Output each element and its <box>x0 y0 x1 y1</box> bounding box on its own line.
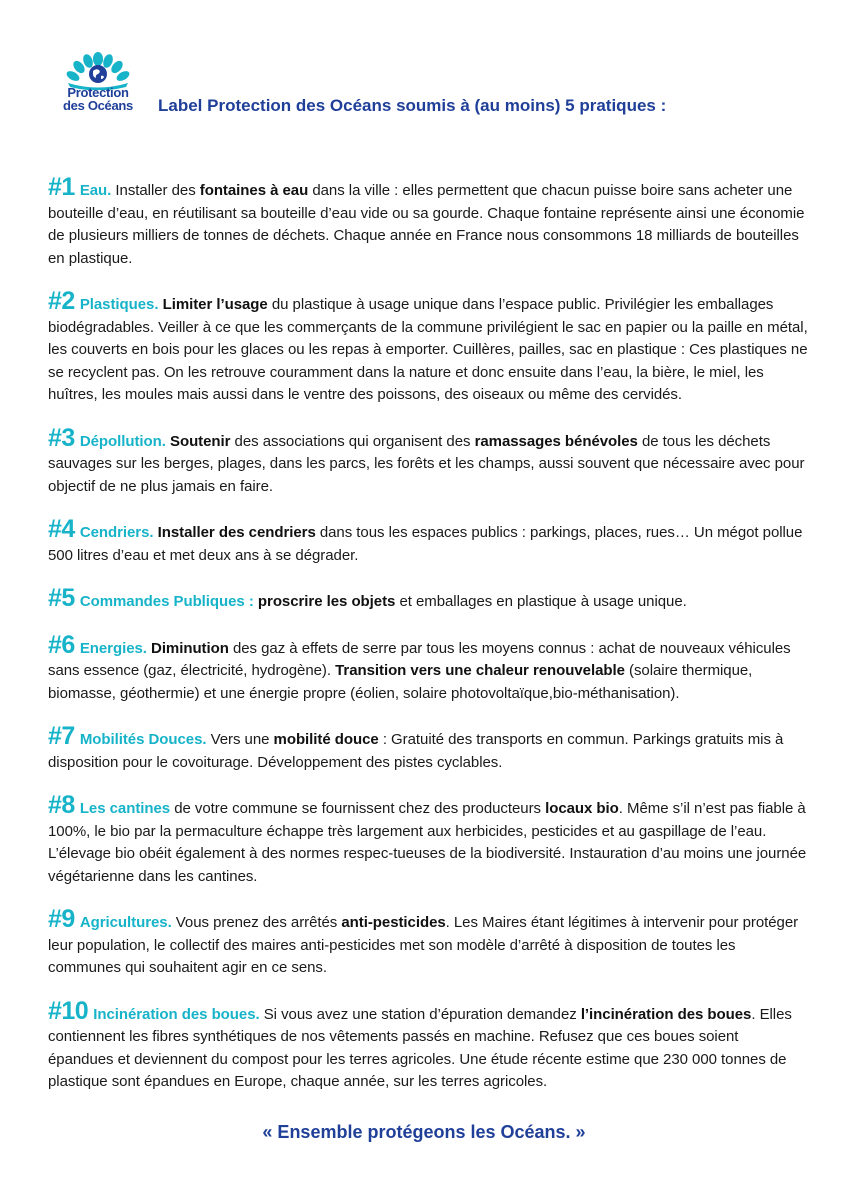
practice-item <box>48 173 808 270</box>
body-text: et emballages en plastique à usage unique. <box>395 593 687 610</box>
practice-number: #7 <box>48 722 75 750</box>
emphasis-text: Limiter l’usage <box>162 296 268 313</box>
body-text: de tous les déchets sauvages sur les berges, plages, dans les parcs, les forêts et les champs, aussi souvent que nécessaire avec pour objectif de ne plus jamais en faire. <box>48 432 805 495</box>
practice-item <box>48 287 808 407</box>
header <box>54 50 814 140</box>
practice-title: Incinération des boues. <box>93 1005 260 1023</box>
practice-title: Eau. <box>79 182 112 199</box>
practice-title: Cendriers. <box>79 524 154 541</box>
body-text: . Elles contiennent les fibres synthétiques de nos vêtements passés en machine. Refusez que ces boues soient épandues et deviennent du compost pour les terres agricoles. Une étude récente estime que 230 000 tonnes de plastique sont épandues en Europe, chaque année, sur les terres agricoles. <box>48 1005 792 1090</box>
logo-line-1: Protection <box>67 85 129 100</box>
practice-item <box>48 630 808 706</box>
practice-title: Les cantines <box>79 800 171 817</box>
body-text: de votre commune se fournissent chez des producteurs <box>170 800 546 817</box>
practice-number: #6 <box>48 630 75 659</box>
practice-item <box>48 905 808 980</box>
practice-list <box>48 173 808 1114</box>
practice-number: #8 <box>48 791 75 819</box>
body-text: (solaire thermique, biomasse, géothermie) et une énergie propre (éolien, solaire photovoltaïque,bio-méthanisation). <box>48 662 753 702</box>
protection-des-oceans-logo <box>54 50 140 136</box>
practice-title: Energies. <box>79 639 147 657</box>
body-text: du plastique à usage unique dans l’espace public. Privilégier les emballages biodégradables. Veiller à ce que les commerçants de la commune privilégient le sac en papier ou la paille en métal, les couverts en bois pour les glaces ou les repas à emporter. Cuillères, pailles, sac en plastique : Ces plastiques ne se recyclent pas. On les retrouve couramment dans la nature et donc ensuite dans l’eau, la bière, le miel, les huîtres, les moules mais aussi dans le ventre des poissons, des oiseaux ou même des cervidés. <box>48 296 808 403</box>
emphasis-text: locaux bio <box>545 800 619 817</box>
body-text: des associations qui organisent des <box>230 432 475 450</box>
body-text: Installer des <box>111 182 200 199</box>
emphasis-text: Diminution <box>151 639 229 657</box>
body-text: Vers une <box>206 731 274 748</box>
footer-slogan: « Ensemble protégeons les Océans. » <box>262 1122 586 1142</box>
emphasis-text: Transition vers une chaleur renouvelable <box>335 662 625 679</box>
emphasis-text: Installer des cendriers <box>157 524 316 541</box>
practice-title: Dépollution. <box>79 432 166 450</box>
body-text: . Les Maires étant légitimes à intervenir pour protéger leur population, le collectif des maires anti-pesticides met son modèle d’arrêté à disposition de toutes les communes qui souhaitent agir en ce sens. <box>48 914 799 976</box>
practice-item <box>48 584 808 614</box>
practice-title: Commandes Publiques : <box>79 593 254 610</box>
body-text: dans tous les espaces publics : parkings, places, rues… Un mégot pollue 500 litres d’eau et met deux ans à se dégrader. <box>48 524 803 564</box>
body-text: : Gratuité des transports en commun. Parkings gratuits mis à disposition pour le covoiturage. Développement des pistes cyclables. <box>48 731 784 771</box>
practice-title: Mobilités Douces. <box>79 731 207 748</box>
practice-number: #2 <box>48 287 75 315</box>
body-text: Si vous avez une station d’épuration demandez <box>259 1005 581 1023</box>
emphasis-text: proscrire les objets <box>257 593 396 610</box>
emphasis-text: Soutenir <box>170 432 231 450</box>
practice-number: #1 <box>48 173 75 201</box>
shell-globe-icon <box>60 50 136 90</box>
practice-item <box>48 791 808 888</box>
emphasis-text: ramassages bénévoles <box>474 432 638 450</box>
practice-title: Agricultures. <box>79 914 172 931</box>
page-title: Label Protection des Océans soumis à (au moins) 5 pratiques : <box>158 96 667 115</box>
body-text: . Même s’il n’est pas fiable à 100%, le bio par la permaculture échappe très largement aux herbicides, pesticides et au gaspillage de l’eau. L’élevage bio obéit également à des normes respec-tueuses de la biodiversité. Instauration d’au moins une journée végétarienne dans les cantines. <box>48 800 807 885</box>
practice-item <box>48 722 808 774</box>
body-text: dans la ville : elles permettent que chacun puisse boire sans acheter une bouteille d’eau, en réutilisant sa bouteille d’eau vide ou sa gourde. Chaque fontaine représente ainsi une économie de plusieurs milliers de tonnes de déchets. Chaque année en France nous consommons 18 milliards de bouteilles en plastique. <box>48 182 805 267</box>
practice-number: #3 <box>48 423 75 452</box>
practice-item <box>48 515 808 567</box>
logo-line-2: des Océans <box>63 98 133 113</box>
practice-number: #5 <box>48 584 75 612</box>
practice-title: Plastiques. <box>79 296 159 313</box>
emphasis-text: l’incinération des boues <box>580 1005 752 1023</box>
practice-number: #10 <box>48 996 89 1025</box>
emphasis-text: mobilité douce <box>273 731 379 748</box>
emphasis-text: anti-pesticides <box>341 914 446 931</box>
emphasis-text: fontaines à eau <box>199 182 309 199</box>
practice-number: #9 <box>48 905 75 933</box>
body-text: des gaz à effets de serre par tous les moyens connus : achat de nouveaux véhicules sans essence (gaz, électricité, hydrogène). <box>48 639 791 679</box>
body-text: Vous prenez des arrêtés <box>171 914 342 931</box>
practice-item <box>48 996 808 1094</box>
practice-item <box>48 423 808 499</box>
practice-number: #4 <box>48 515 75 543</box>
